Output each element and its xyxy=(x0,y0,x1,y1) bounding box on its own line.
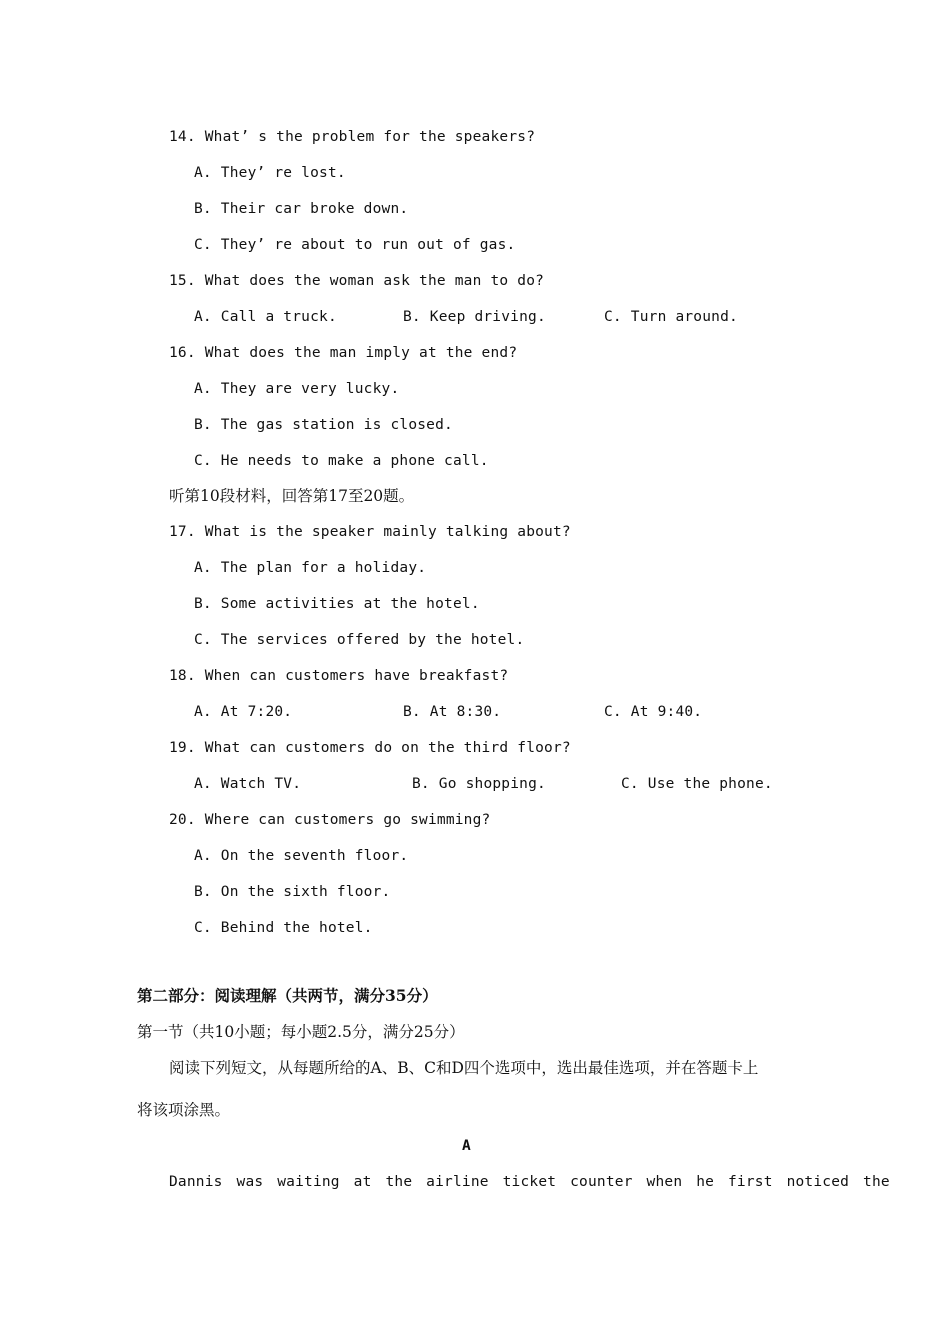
question-15-option-b: B. Keep driving. xyxy=(403,309,546,325)
listening-instruction-10: 听第10段材料，回答第17至20题。 xyxy=(169,487,415,505)
question-16-stem: 16. What does the man imply at the end? xyxy=(169,345,518,361)
question-18-option-c: C. At 9:40. xyxy=(604,704,703,720)
question-20-option-a: A. On the seventh floor. xyxy=(194,848,409,864)
question-19-option-a: A. Watch TV. xyxy=(194,776,302,792)
question-20-option-b: B. On the sixth floor. xyxy=(194,884,391,900)
question-17-stem: 17. What is the speaker mainly talking about? xyxy=(169,524,571,540)
part2-directions-line2: 将该项涂黑。 xyxy=(137,1101,231,1119)
question-18-option-a: A. At 7:20. xyxy=(194,704,293,720)
question-18-stem: 18. When can customers have breakfast? xyxy=(169,668,509,684)
question-20-stem: 20. Where can customers go swimming? xyxy=(169,812,491,828)
passage-label: A xyxy=(462,1138,471,1154)
question-14-option-c: C. They’ re about to run out of gas. xyxy=(194,237,516,253)
question-15-stem: 15. What does the woman ask the man to do? xyxy=(169,273,545,289)
question-17-option-c: C. The services offered by the hotel. xyxy=(194,632,525,648)
question-16-option-b: B. The gas station is closed. xyxy=(194,417,453,433)
question-20-option-c: C. Behind the hotel. xyxy=(194,920,373,936)
question-19-option-b: B. Go shopping. xyxy=(412,776,546,792)
question-16-option-c: C. He needs to make a phone call. xyxy=(194,453,489,469)
question-17-option-a: A. The plan for a holiday. xyxy=(194,560,427,576)
question-15-option-a: A. Call a truck. xyxy=(194,309,337,325)
question-16-option-a: A. They are very lucky. xyxy=(194,381,400,397)
question-15-option-c: C. Turn around. xyxy=(604,309,738,325)
part2-section1-heading: 第一节（共10小题；每小题2.5分，满分25分） xyxy=(137,1023,465,1041)
question-18-option-b: B. At 8:30. xyxy=(403,704,502,720)
question-17-option-b: B. Some activities at the hotel. xyxy=(194,596,480,612)
passage-first-line: Dannis was waiting at the airline ticket counter when he first noticed the xyxy=(169,1174,890,1190)
question-14-option-b: B. Their car broke down. xyxy=(194,201,409,217)
question-14-option-a: A. They’ re lost. xyxy=(194,165,346,181)
question-19-stem: 19. What can customers do on the third floor? xyxy=(169,740,571,756)
part2-directions-line1: 阅读下列短文，从每题所给的A、B、C和D四个选项中，选出最佳选项，并在答题卡上 xyxy=(169,1059,759,1077)
part2-title: 第二部分：阅读理解（共两节，满分35分） xyxy=(137,986,438,1005)
question-19-option-c: C. Use the phone. xyxy=(621,776,773,792)
question-14-stem: 14. What’ s the problem for the speakers? xyxy=(169,129,536,145)
